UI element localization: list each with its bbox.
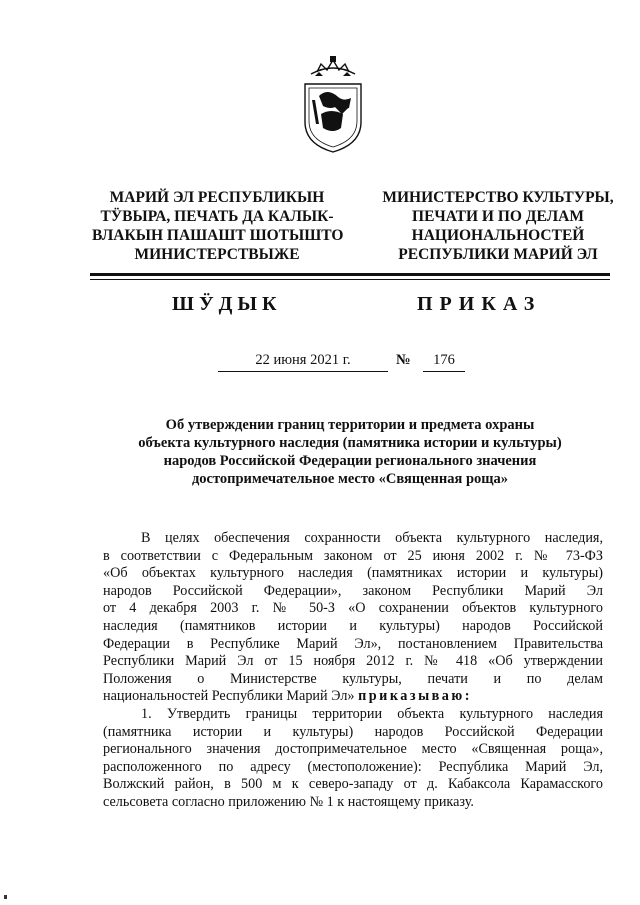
- body-line: народов Российской Федерации», законом Республики Марий Эл: [103, 582, 603, 599]
- header-left-line: ТӰВЫРА, ПЕЧАТЬ ДА КАЛЫК-: [100, 208, 334, 225]
- body-line: сельсовета согласно приложению № 1 к настоящему приказу.: [103, 793, 474, 810]
- doc-type-mari: ШӰДЫК: [172, 293, 282, 315]
- order-subject: [90, 416, 610, 488]
- subject-line: Об утверждении границ территории и предмета охраны: [165, 417, 535, 433]
- body-line: регионального значения достопримечательное место «Священная роща»,: [103, 741, 603, 758]
- header-left-mari: [92, 188, 342, 264]
- body-line: 1. Утвердить границы территории объекта культурного наследия: [141, 705, 603, 722]
- paragraph-preamble: [103, 530, 603, 706]
- subject-line: народов Российской Федерации регионального значения: [163, 453, 537, 469]
- body-line: (памятника истории и культуры) народов Российской Федерации: [103, 723, 603, 740]
- header-right-line: РЕСПУБЛИКИ МАРИЙ ЭЛ: [398, 246, 598, 263]
- header-right-line: НАЦИОНАЛЬНОСТЕЙ: [411, 227, 585, 244]
- order-date: 22 июня 2021 г.: [218, 352, 388, 372]
- subject-line: объекта культурного наследия (памятника истории и культуры): [138, 435, 562, 451]
- body-line-prefix: национальностей Республики Марий Эл»: [103, 688, 355, 705]
- order-number: 176: [423, 352, 465, 372]
- body-line: Волжский район, в 500 м к северо-западу от д. Кабаксола Карамасского: [103, 776, 603, 793]
- body-line: Положения о Министерстве культуры, печати и по делам: [103, 670, 603, 687]
- number-sign: №: [396, 352, 411, 368]
- header-divider-thick: [90, 273, 610, 276]
- header-divider-thin: [90, 279, 610, 280]
- coat-of-arms-icon: [297, 56, 369, 156]
- header-right-line: МИНИСТЕРСТВО КУЛЬТУРЫ,: [382, 189, 614, 206]
- header-left-line: МИНИСТЕРСТВЫЖЕ: [134, 246, 300, 263]
- header-left-line: МАРИЙ ЭЛ РЕСПУБЛИКЫН: [109, 189, 325, 206]
- order-body: [103, 530, 603, 812]
- body-line: расположенного по адресу (местоположение): Республика Марий Эл,: [103, 758, 603, 775]
- header-right-russian: [367, 188, 629, 264]
- header-left-line: ВЛАКЫН ПАШАШТ ШОТЫШТО: [92, 227, 344, 244]
- body-line: наследия (памятников истории и культуры) народов Российской: [103, 617, 603, 634]
- header-right-line: ПЕЧАТИ И ПО ДЕЛАМ: [412, 208, 584, 225]
- order-verb: приказываю:: [358, 688, 472, 705]
- body-line: от 4 декабря 2003 г. № 50-З «О сохранении объектов культурного: [103, 600, 603, 617]
- scan-mark: [4, 895, 7, 899]
- subject-line: достопримечательное место «Священная роща»: [191, 471, 509, 487]
- body-line: «Об объектах культурного наследия (памятниках истории и культуры): [103, 565, 603, 582]
- paragraph-item-1: [103, 706, 603, 812]
- doc-type-russian: ПРИКАЗ: [417, 293, 542, 315]
- body-line: [103, 688, 603, 706]
- body-line: В целях обеспечения сохранности объекта культурного наследия,: [141, 530, 603, 546]
- body-line: в соответствии с Федеральным законом от 25 июня 2002 г. № 73-ФЗ: [103, 547, 603, 564]
- body-line: Республики Марий Эл от 15 ноября 2012 г. № 418 «Об утверждении: [103, 653, 603, 670]
- body-line: Федерации в Республике Марий Эл», постановлением Правительства: [103, 635, 603, 652]
